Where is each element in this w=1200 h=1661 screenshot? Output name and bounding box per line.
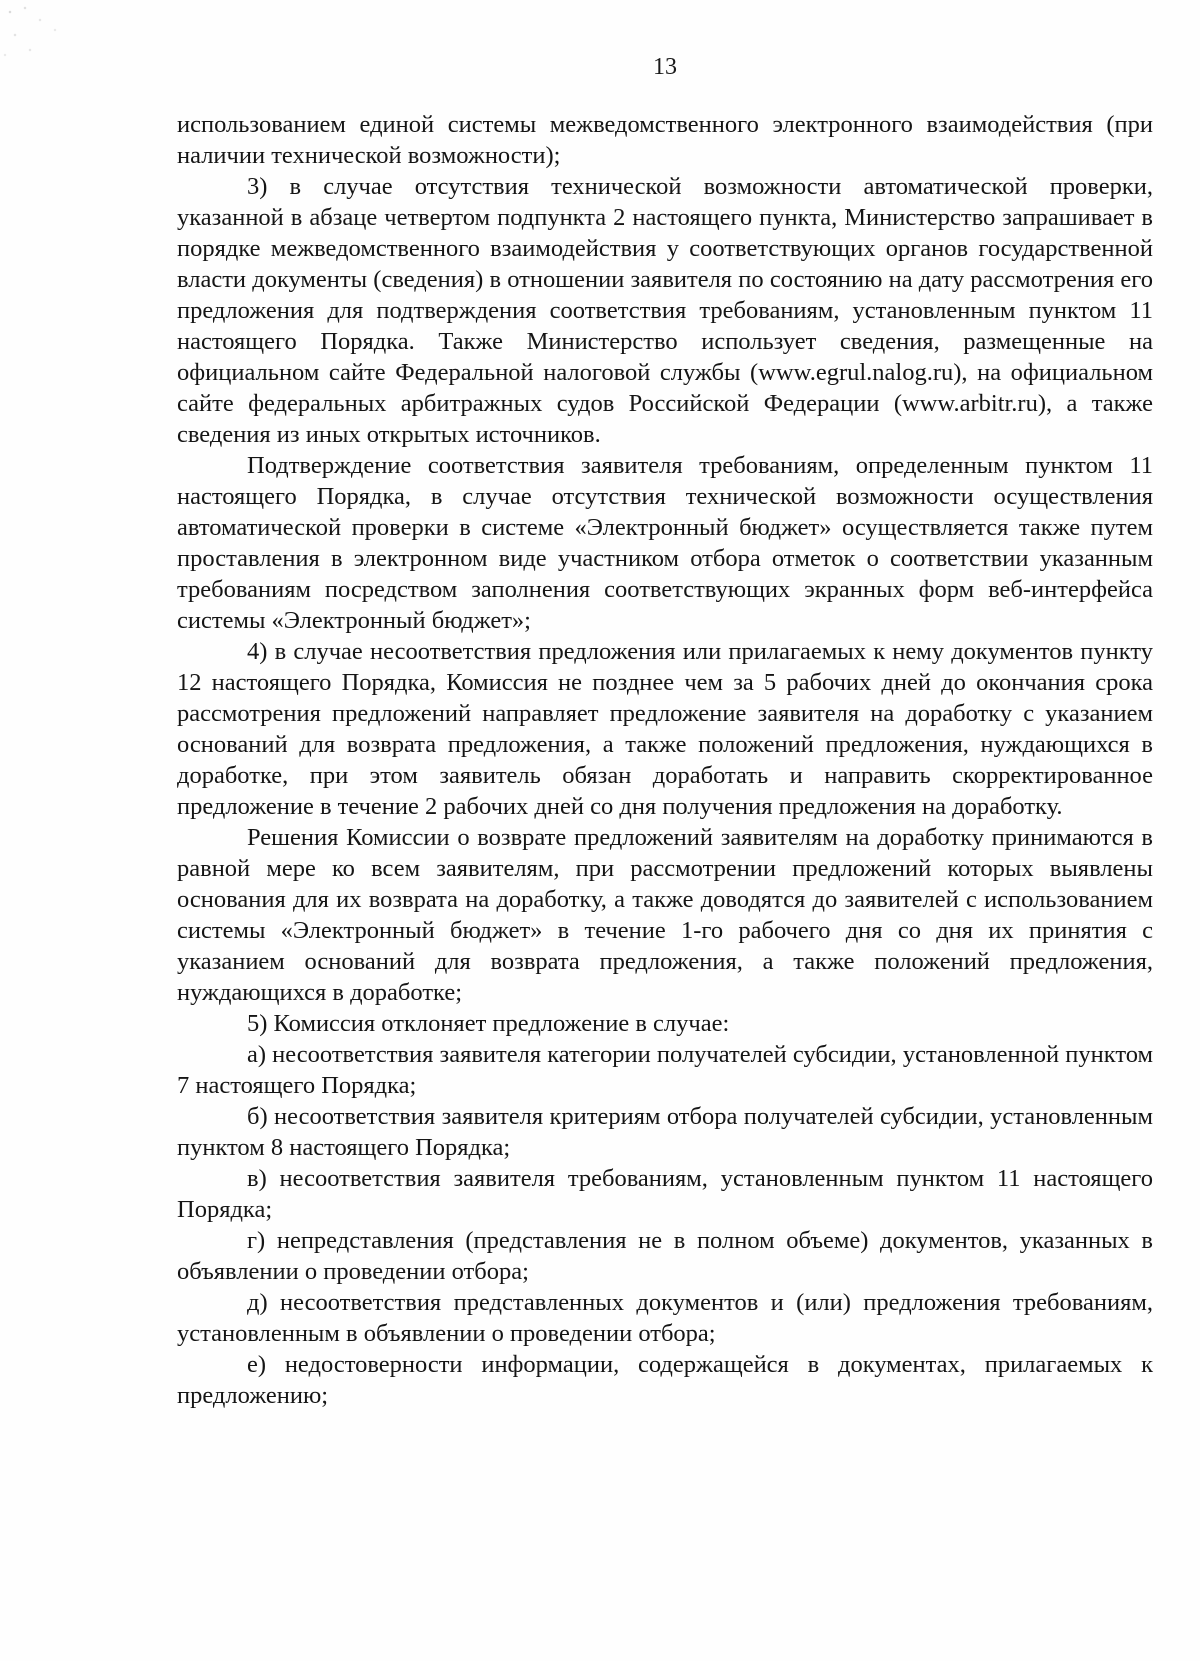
paragraph-subitem-a: а) несоответствия заявителя категории получателей субсидии, установленной пунктом 7 настоящего Порядка; (177, 1041, 1153, 1099)
paragraph-subitem-g: г) непредставления (представления не в полном объеме) документов, указанных в объявлении о проведении отбора; (177, 1227, 1153, 1285)
document-body (177, 109, 1153, 1411)
paragraph-item-4: 4) в случае несоответствия предложения или прилагаемых к нему документов пункту 12 настоящего Порядка, Комиссия не позднее чем за 5 рабочих дней до окончания срока рассмотрения предложений направляет предложение заявителя на доработку с указанием оснований для возврата предложения, а также положений предложения, нуждающихся в доработке, при этом заявитель обязан доработать и направить скорректированное предложение в течение 2 рабочих дней со дня получения предложения на доработку. (177, 638, 1153, 820)
paragraph-subitem-b: б) несоответствия заявителя критериям отбора получателей субсидии, установленным пунктом 8 настоящего Порядка; (177, 1103, 1153, 1161)
paragraph-subitem-v: в) несоответствия заявителя требованиям, установленным пунктом 11 настоящего Порядка; (177, 1165, 1153, 1223)
paragraph-confirmation: Подтверждение соответствия заявителя требованиям, определенным пунктом 11 настоящего Порядка, в случае отсутствия технической возможности осуществления автоматической проверки в системе «Электронный бюджет» осуществляется также путем проставления в электронном виде участником отбора отметок о соответствии указанным требованиям посредством заполнения соответствующих экранных форм веб-интерфейса системы «Электронный бюджет»; (177, 452, 1153, 634)
paragraph-subitem-e: е) недостоверности информации, содержащейся в документах, прилагаемых к предложению; (177, 1351, 1153, 1409)
paragraph-continuation: использованием единой системы межведомственного электронного взаимодействия (при наличии технической возможности); (177, 111, 1153, 169)
paragraph-commission-decisions: Решения Комиссии о возврате предложений заявителям на доработку принимаются в равной мере ко всем заявителям, при рассмотрении предложений которых выявлены основания для их возврата на доработку, а также доводятся до заявителей с использованием системы «Электронный бюджет» в течение 1-го рабочего дня со дня их принятия с указанием оснований для возврата предложения, а также положений предложения, нуждающихся в доработке; (177, 824, 1153, 1006)
paragraph-item-5: 5) Комиссия отклоняет предложение в случае: (247, 1010, 730, 1037)
page-number: 13 (653, 54, 677, 80)
paragraph-subitem-d: д) несоответствия представленных документов и (или) предложения требованиям, установленным в объявлении о проведении отбора; (177, 1289, 1153, 1347)
paragraph-item-3: 3) в случае отсутствия технической возможности автоматической проверки, указанной в абзаце четвертом подпункта 2 настоящего пункта, Министерство запрашивает в порядке межведомственного взаимодействия у соответствующих органов государственной власти документы (сведения) в отношении заявителя по состоянию на дату рассмотрения его предложения для подтверждения соответствия требованиям, установленным пунктом 11 настоящего Порядка. Также Министерство использует сведения, размещенные на официальном сайте Федеральной налоговой службы (www.egrul.nalog.ru), на официальном сайте федеральных арбитражных судов Российской Федерации (www.arbitr.ru), а также сведения из иных открытых источников. (177, 173, 1153, 448)
